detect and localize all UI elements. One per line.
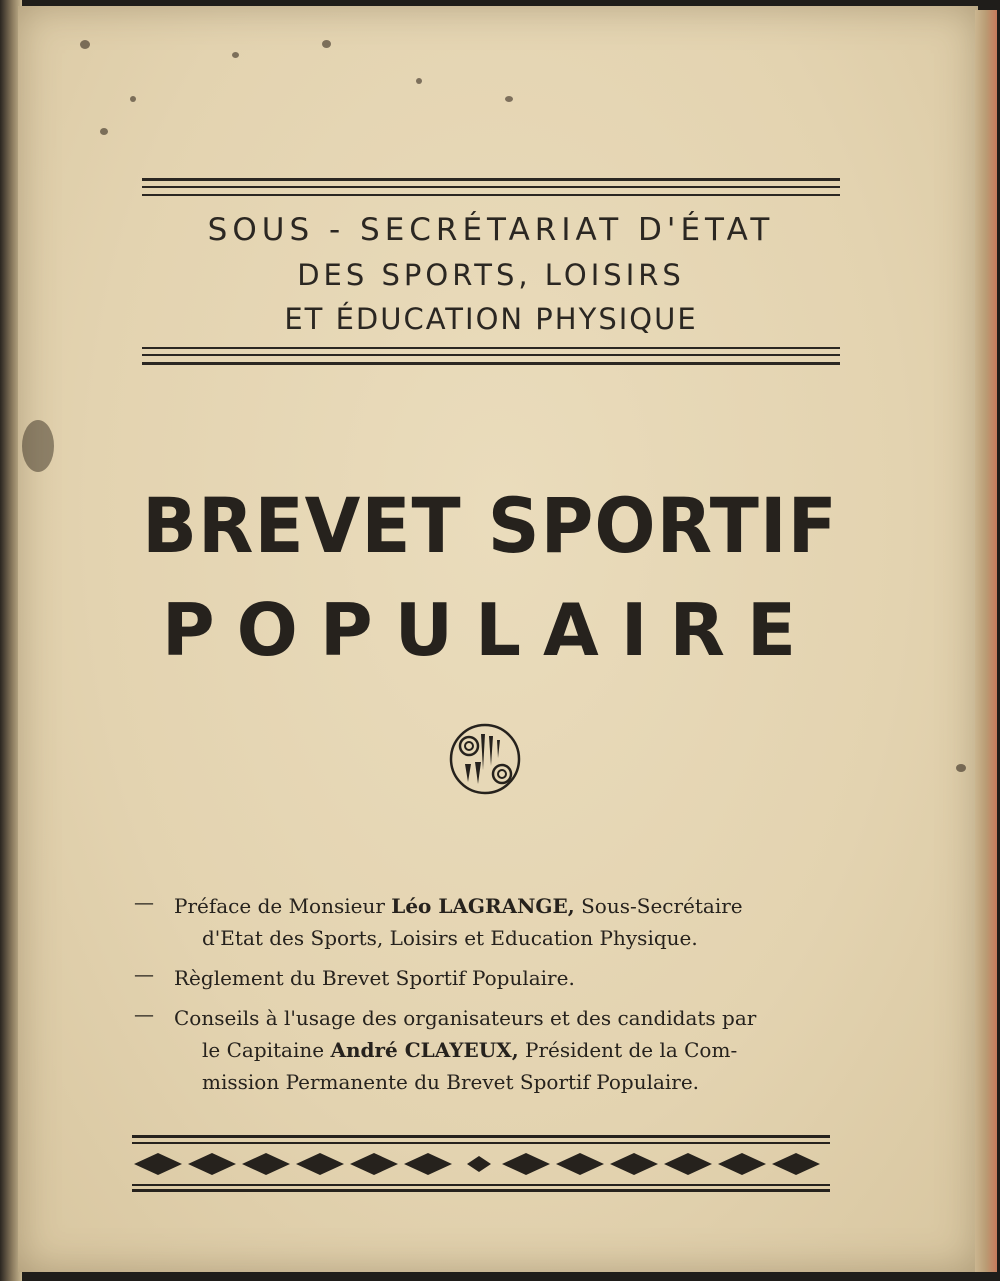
list-item xyxy=(134,962,834,994)
header-bottom-rule xyxy=(142,362,840,365)
header-top-rule xyxy=(142,178,840,181)
main-title-line-2: POPULAIRE xyxy=(161,588,819,672)
decorative-diamond-border xyxy=(132,1135,830,1193)
list-dash: — xyxy=(134,1002,154,1026)
list-item-line xyxy=(174,890,834,922)
list-item xyxy=(134,890,834,954)
list-item-line: mission Permanente du Brevet Sportif Populaire. xyxy=(202,1070,700,1094)
list-item-line: Conseils à l'usage des organisateurs et des candidats par xyxy=(174,1006,757,1030)
contents-list xyxy=(134,890,834,1106)
list-item-line: Règlement du Brevet Sportif Populaire. xyxy=(174,966,575,990)
age-stain xyxy=(22,420,54,472)
header-line-2: DES SPORTS, LOISIRS xyxy=(297,258,685,292)
age-stain xyxy=(505,96,513,102)
main-title-line-1: BREVET SPORTIF xyxy=(142,481,838,571)
header-bottom-rule xyxy=(142,354,840,356)
age-stain xyxy=(416,78,422,84)
text-run: Préface de Monsieur xyxy=(174,894,392,918)
list-dash: — xyxy=(134,890,154,914)
age-stain xyxy=(100,128,108,135)
text-run: Sous-Secrétaire xyxy=(574,894,743,918)
list-item-line: d'Etat des Sports, Loisirs et Education Physique. xyxy=(202,926,698,950)
list-item-line xyxy=(174,1034,834,1066)
person-name: André CLAYEUX, xyxy=(330,1038,519,1062)
person-name: Léo LAGRANGE, xyxy=(391,894,575,918)
list-dash: — xyxy=(134,962,154,986)
header-top-rule xyxy=(142,194,840,196)
header-bottom-rule xyxy=(142,347,840,349)
age-stain xyxy=(956,764,966,772)
header-line-3: ET ÉDUCATION PHYSIQUE xyxy=(284,302,698,336)
header-top-rule xyxy=(142,186,840,188)
header-line-1: SOUS - SECRÉTARIAT D'ÉTAT xyxy=(207,212,775,248)
page-stack-edge xyxy=(975,10,997,1272)
age-stain xyxy=(322,40,331,48)
text-run: Président de la Com- xyxy=(518,1038,738,1062)
age-stain xyxy=(80,40,90,49)
ornamental-seal-icon xyxy=(447,722,523,796)
age-stain xyxy=(232,52,239,58)
list-item xyxy=(134,1002,834,1098)
age-stain xyxy=(130,96,136,102)
text-run: le Capitaine xyxy=(202,1038,331,1062)
